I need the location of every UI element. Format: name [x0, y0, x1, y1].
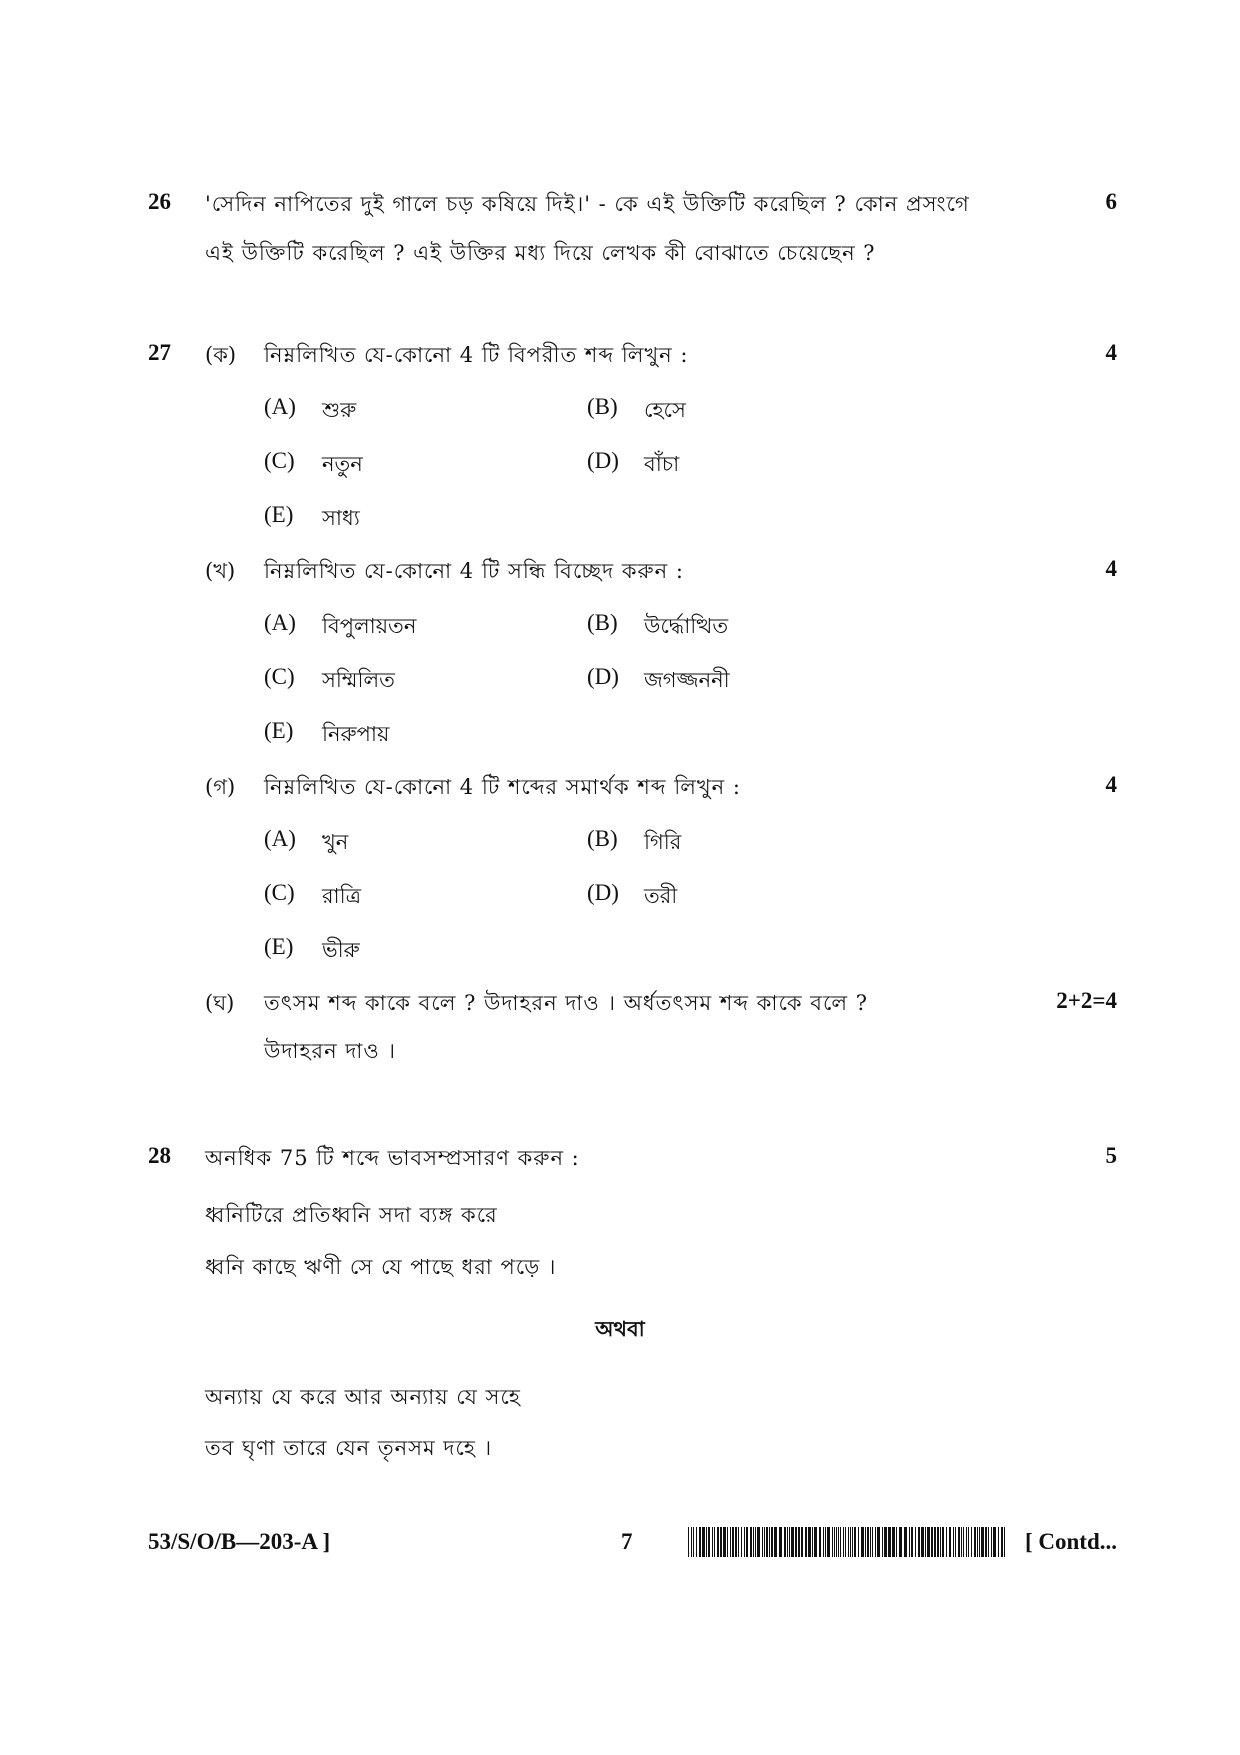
option-value: খুন [322, 830, 349, 854]
option-value: উর্দ্ধোত্থিত [644, 614, 729, 638]
question-text-line: এই উক্তিটি করেছিল ? এই উক্তির মধ্য দিয়ে লেখক কী বোঝাতে চেয়েছেন ? [205, 241, 876, 265]
question-number: 28 [148, 1143, 171, 1168]
option-key: (E) [264, 718, 294, 743]
barcode-icon [688, 1527, 1006, 1557]
option-value: সাধ্য [322, 506, 360, 530]
poem-line: অন্যায় যে করে আর অন্যায় যে সহে [205, 1385, 521, 1409]
option-key: (B) [587, 610, 618, 635]
option-key: (A) [264, 394, 296, 419]
question-text-line: অনধিক 75 টি শব্দে ভাবসম্প্রসারণ করুন : [205, 1146, 580, 1170]
option-key: (E) [264, 502, 294, 527]
option-key: (C) [264, 664, 295, 689]
option-key: (A) [264, 610, 296, 635]
poem-line: ধ্বনি কাছে ঋণী সে যে পাছে ধরা পড়ে । [205, 1255, 557, 1279]
option-key: (E) [264, 934, 294, 959]
question-number: 27 [148, 340, 171, 365]
or-separator: অথবা [595, 1316, 645, 1341]
question-number: 26 [148, 189, 171, 214]
part-label: (ঘ) [205, 991, 235, 1015]
option-value: ভীরু [322, 938, 360, 962]
option-key: (D) [587, 880, 619, 905]
page-number: 7 [621, 1529, 633, 1554]
option-key: (B) [587, 826, 618, 851]
part-text: তৎসম শব্দ কাকে বলে ? উদাহরন দাও । অর্ধতৎসম শব্দ কাকে বলে ? [264, 991, 869, 1015]
option-value: নতুন [322, 452, 363, 476]
marks: 4 [1105, 556, 1117, 581]
part-text: নিম্নলিখিত যে-কোনো 4 টি বিপরীত শব্দ লিখুন : [264, 343, 689, 367]
option-key: (D) [587, 448, 619, 473]
option-value: গিরি [644, 830, 682, 854]
option-value: হেসে [644, 398, 686, 422]
marks: 2+2=4 [1056, 988, 1117, 1013]
paper-code: 53/S/O/B—203-A ] [148, 1529, 331, 1554]
part-label: (ক) [205, 343, 237, 367]
contd-label: [ Contd... [1024, 1529, 1117, 1554]
part-text: নিম্নলিখিত যে-কোনো 4 টি সন্ধি বিচ্ছেদ করুন : [264, 559, 684, 583]
option-key: (C) [264, 448, 295, 473]
question-text-line: 'সেদিন নাপিতের দুই গালে চড় কষিয়ে দিই।' - কে এই উক্তিটি করেছিল ? কোন প্রসংগে [205, 192, 970, 216]
option-key: (C) [264, 880, 295, 905]
part-label: (গ) [205, 775, 236, 799]
option-value: তরী [644, 884, 678, 908]
part-label: (খ) [205, 559, 236, 583]
marks: 6 [1105, 189, 1117, 214]
marks: 4 [1105, 772, 1117, 797]
poem-line: ধ্বনিটিরে প্রতিধ্বনি সদা ব্যঙ্গ করে [205, 1203, 498, 1227]
option-key: (B) [587, 394, 618, 419]
marks: 4 [1105, 340, 1117, 365]
option-key: (D) [587, 664, 619, 689]
marks: 5 [1105, 1143, 1117, 1168]
option-value: সম্মিলিত [322, 668, 395, 692]
option-key: (A) [264, 826, 296, 851]
option-value: শুরু [322, 398, 357, 422]
option-value: বাঁচা [644, 452, 680, 476]
option-value: রাত্রি [322, 884, 362, 908]
option-value: জগজ্জননী [644, 668, 730, 692]
option-value: নিরুপায় [322, 722, 390, 746]
poem-line: তব ঘৃণা তারে যেন তৃনসম দহে । [205, 1436, 493, 1460]
part-text: নিম্নলিখিত যে-কোনো 4 টি শব্দের সমার্থক শব্দ লিখুন : [264, 775, 741, 799]
part-text: উদাহরন দাও । [264, 1039, 397, 1063]
option-value: বিপুলায়তন [322, 614, 417, 638]
